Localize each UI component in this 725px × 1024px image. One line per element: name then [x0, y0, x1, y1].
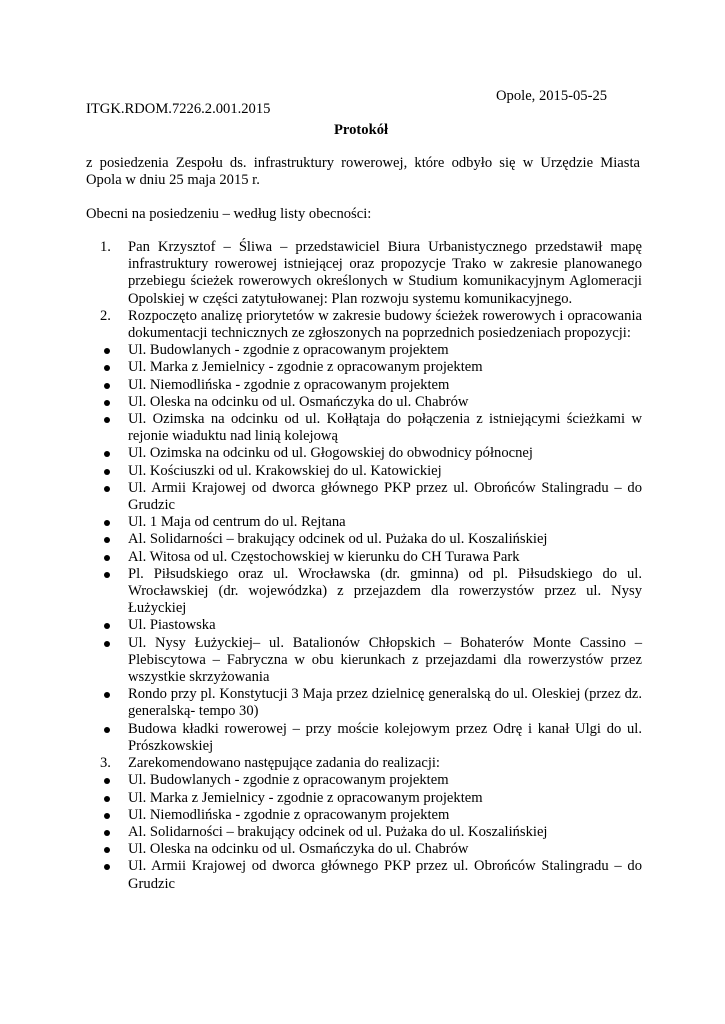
list-item-text: Al. Witosa od ul. Częstochowskiej w kierunku do CH Turawa Park — [128, 548, 520, 565]
bullet-item — [86, 394, 642, 411]
bullet-icon — [104, 778, 110, 784]
list-item-text: Rozpoczęto analizę priorytetów w zakresie budowy ścieżek rowerowych i opracowania dokumentacji technicznych ze zgłoszonych na poprzednich posiedzeniach propozycji: — [128, 307, 642, 342]
list-item-text: Ul. Budowlanych - zgodnie z opracowanym projektem — [128, 342, 449, 359]
bullet-icon — [104, 847, 110, 853]
list-item-text: Pl. Piłsudskiego oraz ul. Wrocławska (dr. gminna) od pl. Piłsudskiego do ul. Wrocławskiej (dr. wojewódzka) z przejazdem dla rowerzystów przez ul. Nysy Łużyckiej — [128, 565, 642, 617]
list-item-text: Ul. Ozimska na odcinku od ul. Kołłątaja do połączenia z istniejącymi ścieżkami w rejonie wiaduktu nad linią kolejową — [128, 411, 642, 445]
agenda-list — [86, 239, 642, 893]
list-item-text: Rondo przy pl. Konstytucji 3 Maja przez dzielnicę generalską do ul. Oleskiej (przez dz. generalską- tempo 30) — [128, 686, 642, 720]
bullet-icon — [104, 864, 110, 870]
list-item — [86, 239, 642, 308]
intro-paragraph: z posiedzenia Zespołu ds. infrastruktury rowerowej, które odbyło się w Urzędzie Miasta Opola w dniu 25 maja 2015 r. — [86, 155, 640, 189]
list-item-text: Ul. Budowlanych - zgodnie z opracowanym projektem — [128, 772, 449, 789]
list-item-text: Ul. Armii Krajowej od dworca głównego PKP przez ul. Obrońców Stalingradu – do Grudzic — [128, 479, 642, 514]
list-item — [86, 308, 642, 342]
bullet-icon — [104, 537, 110, 543]
bullet-item — [86, 411, 642, 445]
bullet-icon — [104, 383, 110, 389]
bullet-icon — [104, 641, 110, 647]
list-item-text: Al. Solidarności – brakujący odcinek od ul. Pużaka do ul. Koszalińskiej — [128, 531, 548, 548]
bullet-icon — [104, 813, 110, 819]
place-date: Opole, 2015-05-25 — [496, 88, 608, 104]
bullet-item — [86, 566, 642, 618]
bullet-icon — [104, 555, 110, 561]
list-number: 3. — [100, 755, 111, 772]
bullet-icon — [104, 727, 110, 733]
bullet-item — [86, 721, 642, 755]
bullet-icon — [104, 830, 110, 836]
bullet-item — [86, 841, 642, 858]
list-item-text: Ul. Niemodlińska - zgodnie z opracowanym projektem — [128, 376, 450, 393]
bullet-icon — [104, 451, 110, 457]
list-item-text: Ul. Ozimska na odcinku od ul. Głogowskiej do obwodnicy północnej — [128, 445, 533, 462]
list-item-text: Ul. Marka z Jemielnicy - zgodnie z opracowanym projektem — [128, 359, 483, 376]
bullet-item — [86, 549, 642, 566]
bullet-icon — [104, 469, 110, 475]
bullet-item — [86, 531, 642, 548]
list-number: 1. — [100, 239, 111, 255]
bullet-icon — [104, 400, 110, 406]
reference-number: ITGK.RDOM.7226.2.001.2015 — [86, 101, 271, 117]
bullet-icon — [104, 365, 110, 371]
bullet-icon — [104, 417, 110, 423]
bullet-item — [86, 772, 642, 789]
bullet-item — [86, 514, 642, 531]
attendance-line: Obecni na posiedzeniu – według listy obecności: — [86, 206, 372, 222]
list-item-text: Ul. Piastowska — [128, 617, 216, 634]
list-number: 2. — [100, 307, 111, 324]
list-item-text: Ul. Kościuszki od ul. Krakowskiej do ul. Katowickiej — [128, 462, 442, 479]
list-item-text: Ul. Oleska na odcinku od ul. Osmańczyka do ul. Chabrów — [128, 841, 469, 858]
bullet-icon — [104, 692, 110, 698]
bullet-item — [86, 635, 642, 687]
list-item — [86, 755, 642, 772]
bullet-item — [86, 359, 642, 376]
bullet-icon — [104, 348, 110, 354]
bullet-icon — [104, 486, 110, 492]
bullet-item — [86, 824, 642, 841]
bullet-item — [86, 686, 642, 720]
bullet-item — [86, 790, 642, 807]
list-item-text: Ul. Nysy Łużyckiej– ul. Batalionów Chłopskich – Bohaterów Monte Cassino – Plebiscytowa – Fabryczna w obu kierunkach z przejazdami dla rowerzystów przez wszystkie skrzyżowania — [128, 634, 642, 686]
bullet-icon — [104, 623, 110, 629]
bullet-item — [86, 858, 642, 892]
list-item-text: Zarekomendowano następujące zadania do realizacji: — [128, 755, 440, 772]
list-item-text: Ul. 1 Maja od centrum do ul. Rejtana — [128, 514, 346, 531]
list-item-text: Budowa kładki rowerowej – przy moście kolejowym przez Odrę i kanał Ulgi do ul. Prószkowskiej — [128, 720, 642, 754]
bullet-item — [86, 377, 642, 394]
bullet-icon — [104, 520, 110, 526]
bullet-item — [86, 807, 642, 824]
list-item-text: Ul. Oleska na odcinku od ul. Osmańczyka do ul. Chabrów — [128, 393, 469, 410]
list-item-text: Ul. Armii Krajowej od dworca głównego PKP przez ul. Obrońców Stalingradu – do Grudzic — [128, 858, 642, 892]
bullet-item — [86, 342, 642, 359]
bullet-icon — [104, 796, 110, 802]
bullet-item — [86, 463, 642, 480]
bullet-item — [86, 617, 642, 634]
list-item-text: Pan Krzysztof – Śliwa – przedstawiciel Biura Urbanistycznego przedstawił mapę infrastruktury rowerowej istniejącej oraz propozycje Trako w zakresie planowanego przebiegu ścieżek rowerowych określonych w Studium komunikacyjnym Aglomeracji Opolskiej w części zatytułowanej: Plan rozwoju systemu komunikacyjnego. — [128, 239, 642, 307]
list-item-text: Ul. Niemodlińska - zgodnie z opracowanym projektem — [128, 806, 450, 823]
document-title: Protokół — [334, 122, 389, 138]
bullet-item — [86, 480, 642, 514]
bullet-icon — [104, 572, 110, 578]
list-item-text: Al. Solidarności – brakujący odcinek od ul. Pużaka do ul. Koszalińskiej — [128, 823, 548, 840]
list-item-text: Ul. Marka z Jemielnicy - zgodnie z opracowanym projektem — [128, 789, 483, 806]
bullet-item — [86, 445, 642, 462]
